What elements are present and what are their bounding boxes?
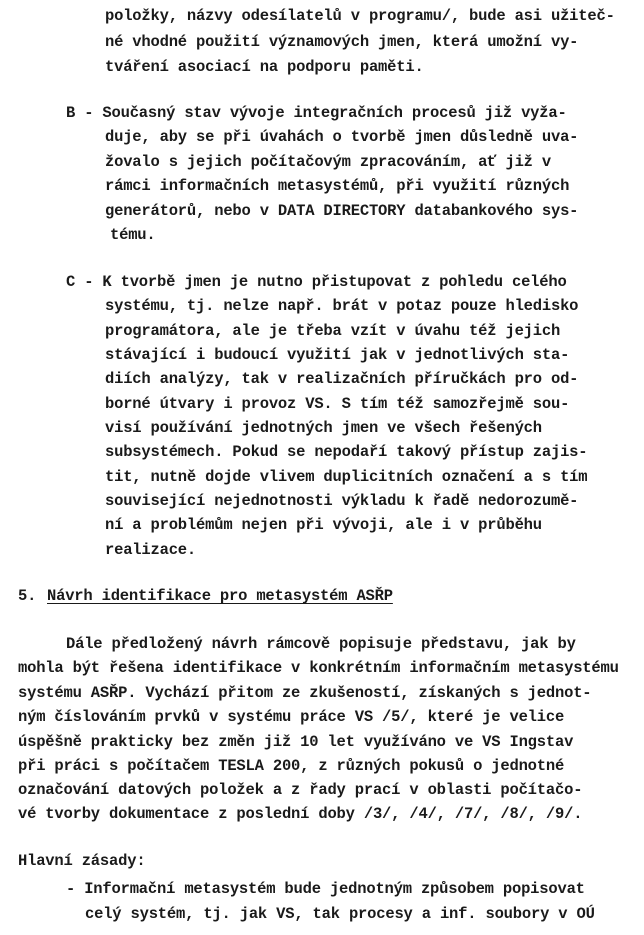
section-number: 5.: [18, 587, 37, 605]
item-c-line: visí používání jednotných jmen ve všech řešených: [105, 419, 542, 437]
text-line: položky, názvy odesílatelů v programu/, bude asi užiteč-: [105, 7, 615, 25]
text-line: né vhodné použití významových jmen, která umožní vy-: [105, 33, 579, 51]
paragraph-line: systému ASŘP. Vychází přitom ze zkušeností, získaných s jednot-: [18, 684, 592, 702]
item-b-line: rámci informačních metasystémů, při využití různých: [105, 177, 570, 195]
item-c-line: borné útvary i provoz VS. S tím též samozřejmě sou-: [105, 395, 570, 413]
item-b-line: žovalo s jejich počítačovým zpracováním, ať již v: [105, 153, 551, 171]
item-c-line: stávající i budoucí využití jak v jednotlivých sta-: [105, 346, 570, 364]
paragraph-line: Dále předložený návrh rámcově popisuje představu, jak by: [66, 635, 576, 653]
paragraph-line: úspěšně prakticky bez změn již 10 let využíváno ve VS Ingstav: [18, 733, 574, 751]
principle-line: - Informační metasystém bude jednotným způsobem popisovat: [66, 880, 585, 898]
item-b-line: B - Současný stav vývoje integračních procesů již vyža-: [66, 104, 567, 122]
paragraph-line: ným číslováním prvků v systému práce VS /5/, které je velice: [18, 708, 565, 726]
paragraph-line: mohla být řešena identifikace v konkrétním informačním metasystému: [18, 659, 619, 677]
text-line: tváření asociací na podporu paměti.: [105, 58, 424, 76]
item-b-line: duje, aby se při úvahách o tvorbě jmen důsledně uva-: [105, 128, 579, 146]
item-b-line: generátorů, nebo v DATA DIRECTORY databankového sys-: [105, 202, 579, 220]
item-c-line: subsystémech. Pokud se nepodaří takový přístup zajis-: [105, 443, 588, 461]
item-c-line: tit, nutně dojde vlivem duplicitních označení a s tím: [105, 468, 588, 486]
paragraph-line: vé tvorby dokumentace z poslední doby /3/, /4/, /7/, /8/, /9/.: [18, 805, 583, 823]
section-title: Návrh identifikace pro metasystém ASŘP: [47, 587, 393, 605]
item-c-line: ní a problémům nejen při vývoji, ale i v průběhu: [105, 516, 542, 534]
principles-heading: Hlavní zásady:: [18, 852, 146, 870]
paragraph-line: při práci s počítačem TESLA 200, z různých pokusů o jednotné: [18, 757, 565, 775]
paragraph-line: označování datových položek a z řady prací v oblasti počítačo-: [18, 781, 583, 799]
item-c-line: C - K tvorbě jmen je nutno přistupovat z pohledu celého: [66, 273, 567, 291]
item-c-line: systému, tj. nelze např. brát v potaz pouze hledisko: [105, 297, 579, 315]
item-c-line: související nejednotnosti výkladu k řadě nedorozumě-: [105, 492, 579, 510]
principle-line: celý systém, tj. jak VS, tak procesy a inf. soubory v OÚ: [85, 905, 595, 923]
item-c-line: diích analýzy, tak v realizačních příručkách pro od-: [105, 370, 579, 388]
item-c-line: programátora, ale je třeba vzít v úvahu též jejich: [105, 322, 561, 340]
item-c-line: realizace.: [105, 541, 197, 559]
item-b-line: tému.: [110, 226, 156, 244]
